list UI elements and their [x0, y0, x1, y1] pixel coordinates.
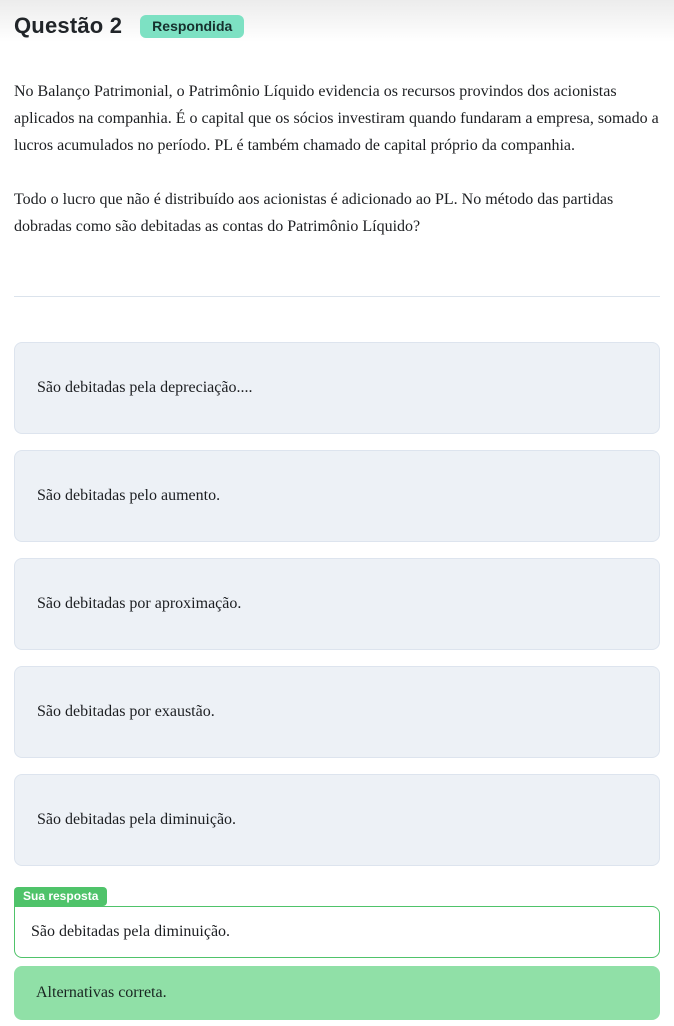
answer-option-5-label: São debitadas pela diminuição.	[37, 811, 237, 828]
answer-option-2[interactable]	[14, 450, 660, 542]
your-answer-section	[14, 887, 660, 958]
question-paragraph-1: No Balanço Patrimonial, o Patrimônio Líquido evidencia os recursos provindos dos acionistas aplicados na companhia. É o capital que os sócios investiram quando fundaram a empresa, somado a lucros acumulados no período. PL é também chamado de capital próprio da companhia.	[14, 83, 659, 154]
answer-option-3-label: São debitadas por aproximação.	[37, 595, 242, 612]
question-paragraph-2: Todo o lucro que não é distribuído aos acionistas é adicionado ao PL. No método das partidas dobradas como são debitadas as contas do Patrimônio Líquido?	[14, 191, 614, 235]
answer-option-1-label: São debitadas pela depreciação....	[37, 379, 253, 396]
answer-option-5[interactable]	[14, 774, 660, 866]
your-answer-box	[14, 906, 660, 958]
feedback-text: Alternativas correta.	[36, 984, 167, 1001]
your-answer-value: São debitadas pela diminuição.	[31, 923, 231, 940]
your-answer-label: Sua resposta	[14, 887, 107, 906]
answer-option-2-label: São debitadas pelo aumento.	[37, 487, 221, 504]
options-list	[14, 342, 660, 866]
answer-option-3[interactable]	[14, 558, 660, 650]
answer-option-4-label: São debitadas por exaustão.	[37, 703, 215, 720]
feedback-box	[14, 966, 660, 1020]
question-header	[14, 12, 660, 40]
divider	[14, 296, 660, 297]
status-badge: Respondida	[140, 15, 244, 38]
question-title: Questão 2	[14, 13, 123, 38]
answer-option-4[interactable]	[14, 666, 660, 758]
answer-option-1[interactable]	[14, 342, 660, 434]
